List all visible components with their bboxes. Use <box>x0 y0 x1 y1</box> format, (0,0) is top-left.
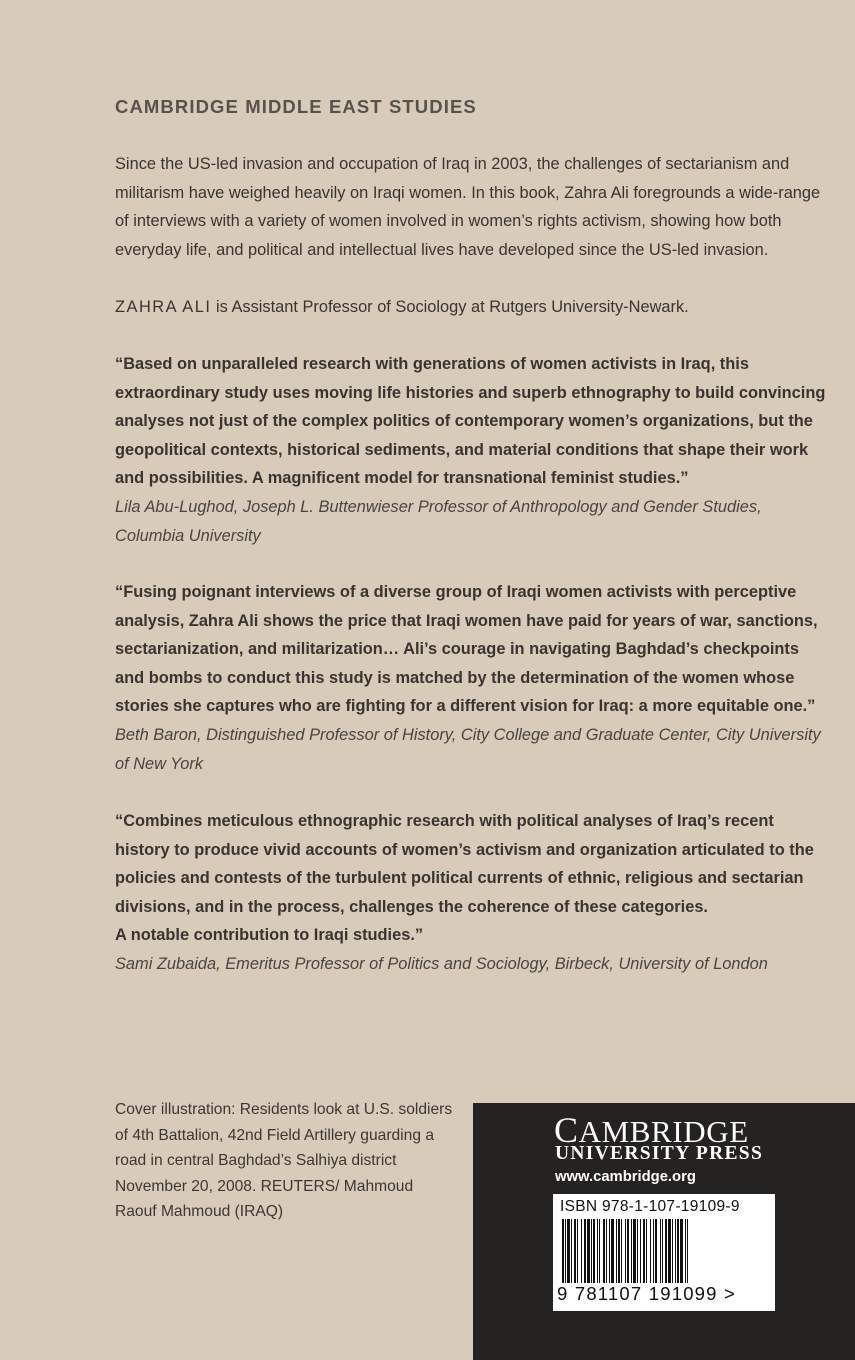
barcode-bar <box>672 1219 673 1283</box>
barcode-bar <box>584 1219 586 1283</box>
barcode-bar <box>640 1219 641 1283</box>
barcode-bar <box>643 1219 645 1283</box>
barcode-bar <box>687 1219 688 1283</box>
barcode-bar <box>646 1219 647 1283</box>
barcode-bar <box>653 1219 654 1283</box>
barcode-bar <box>677 1219 679 1283</box>
barcode-bar <box>662 1219 663 1283</box>
barcode-bar <box>625 1219 626 1283</box>
publisher-logo-rest: AMBRIDGE <box>578 1114 749 1149</box>
barcode-bar <box>633 1219 636 1283</box>
barcode-bar <box>616 1219 617 1283</box>
barcode-bar <box>606 1219 607 1283</box>
barcode-digits: 9 781107 191099 > <box>557 1283 737 1304</box>
barcode-bar <box>565 1219 566 1283</box>
isbn-label: ISBN 978-1-107-19109-9 <box>560 1198 740 1215</box>
barcode-bar <box>650 1219 651 1283</box>
barcode-bar <box>574 1219 576 1283</box>
endorsement-attribution: Sami Zubaida, Emeritus Professor of Politics and Sociology, Birbeck, University of London <box>115 954 768 973</box>
series-title: CAMBRIDGE MIDDLE EAST STUDIES <box>115 96 477 117</box>
barcode-bar <box>571 1219 572 1283</box>
endorsement-1 <box>115 350 830 550</box>
barcode-bar <box>637 1219 638 1283</box>
barcode-bar <box>593 1219 595 1283</box>
barcode-bar <box>577 1219 578 1283</box>
barcode-bar <box>562 1219 564 1283</box>
barcode-bar <box>660 1219 661 1283</box>
barcode-bar <box>597 1219 598 1283</box>
barcode-bar <box>567 1219 570 1283</box>
endorsement-attribution: Beth Baron, Distinguished Professor of History, City College and Graduate Center, City University of New York <box>115 725 821 773</box>
barcode-bar <box>611 1219 614 1283</box>
endorsement-quote: “Fusing poignant interviews of a diverse group of Iraqi women activists with perceptive analysis, Zahra Ali shows the price that Iraqi women have paid for years of war, sanctions, sectarianization, and militarization… Ali’s courage in navigating Baghdad’s checkpoints and bombs to conduct this study is matched by the determination of the women whose stories she captures who are fighting for a different vision for Iraq: a more equitable one.” <box>115 583 818 716</box>
barcode-bar <box>599 1219 600 1283</box>
barcode-bar <box>591 1219 592 1283</box>
barcode-bar <box>675 1219 676 1283</box>
barcode-bar <box>685 1219 686 1283</box>
barcode-bar <box>609 1219 610 1283</box>
publisher-website: www.cambridge.org <box>555 1169 696 1185</box>
endorsement-quote: “Combines meticulous ethnographic research with political analyses of Iraq’s recent history to produce vivid accounts of women’s activism and organization articulated to the policies and contests of the turbulent political currents of ethnic, religious and sectarian divisions, and in the process, challenges the coherence of these categories. <box>115 812 814 916</box>
author-bio <box>115 293 830 322</box>
barcode-image <box>562 1219 766 1283</box>
barcode-bar <box>665 1219 667 1283</box>
barcode-bar <box>631 1219 632 1283</box>
cover-credit: Cover illustration: Residents look at U.S. soldiers of 4th Battalion, 42nd Field Artillery guarding a road in central Baghdad’s Salhiya district November 20, 2008. REUTERS/ Mahmoud Raouf Mahmoud (IRAQ) <box>115 1101 453 1220</box>
endorsement-3 <box>115 807 830 979</box>
endorsement-quote: “Based on unparalleled research with generations of women activists in Iraq, this extraordinary study uses moving life histories and superb ethnography to build convincing analyses not just of the complex politics of contemporary women’s organizations, but the geopolitical contexts, historical sediments, and material conditions that shape their work and possibilities. A magnificent model for transnational feminist studies.” <box>115 355 826 488</box>
author-name: ZAHRA ALI <box>115 298 212 316</box>
isbn-barcode-box <box>553 1194 775 1311</box>
publisher-imprint: UNIVERSITY PRESS <box>555 1143 764 1164</box>
barcode-bar <box>618 1219 620 1283</box>
book-description: Since the US-led invasion and occupation of Iraq in 2003, the challenges of sectarianism and militarism have weighed heavily on Iraqi women. In this book, Zahra Ali foregrounds a wide-range of interviews with a variety of women involved in women’s rights activism, showing how both everyday life, and political and intellectual lives have developed since the US-led invasion. <box>115 155 821 259</box>
endorsement-2 <box>115 578 830 778</box>
barcode-bar <box>627 1219 629 1283</box>
publisher-logo-initial: C <box>554 1110 579 1150</box>
barcode-bar <box>587 1219 590 1283</box>
barcode-bar <box>603 1219 605 1283</box>
publisher-panel <box>473 1103 855 1360</box>
barcode-bar <box>655 1219 657 1283</box>
barcode-bar <box>581 1219 582 1283</box>
barcode-bar <box>621 1219 622 1283</box>
barcode-bar <box>680 1219 683 1283</box>
endorsement-quote-last-line: A notable contribution to Iraqi studies.” <box>115 926 424 945</box>
author-bio-text: is Assistant Professor of Sociology at Rutgers University-Newark. <box>211 298 689 316</box>
barcode-bar <box>668 1219 671 1283</box>
endorsement-attribution: Lila Abu-Lughod, Joseph L. Buttenwieser Professor of Anthropology and Gender Studies, Columbia University <box>115 497 762 545</box>
